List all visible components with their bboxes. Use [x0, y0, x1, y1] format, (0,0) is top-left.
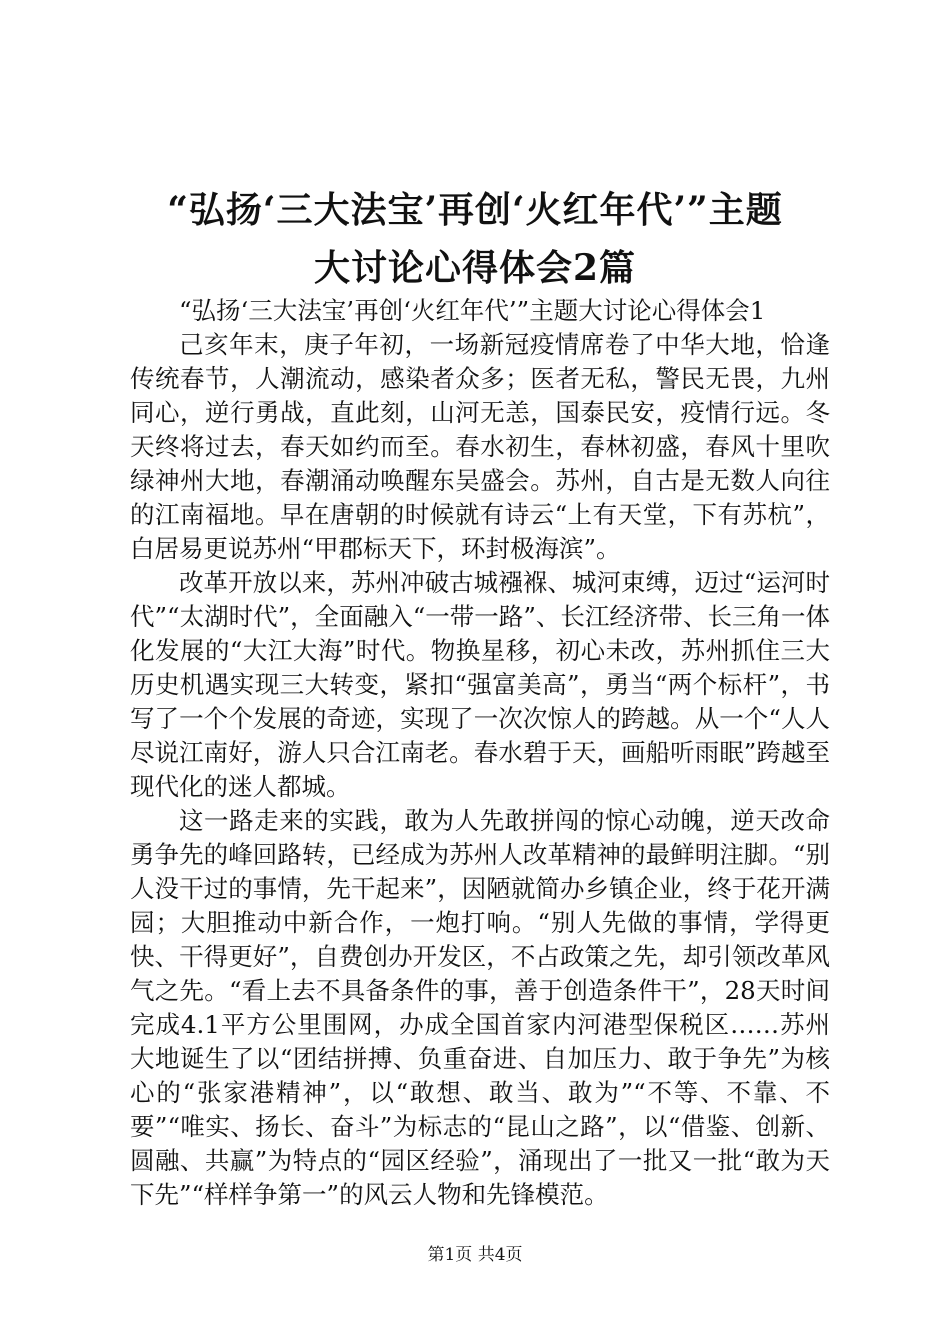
document-title-line-1: “弘扬‘三大法宝’再创‘火红年代’”主题 [167, 189, 783, 231]
paragraph: 改革开放以来，苏州冲破古城襁褓、城河束缚，迈过“运河时代”“太湖时代”，全面融入“一带一路”、长江经济带、长三角一体化发展的“大江大海”时代。物换星移，初心未改，苏州抓住三大历史机遇实现三大转变，紧扣“强富美高”，勇当“两个标杆”，书写了一个个发展的奇迹，实现了一次次惊人的跨越。从一个“人人尽说江南好，游人只合江南老。春水碧于天，画船听雨眠”跨越至现代化的迷人都城。 [130, 568, 830, 801]
page-number-footer: 第1页 共4页 [427, 1245, 523, 1265]
paragraph-subtitle: “弘扬‘三大法宝’再创‘火红年代’”主题大讨论心得体会1 [179, 296, 766, 325]
document-title-line-2: 大讨论心得体会2篇 [313, 247, 637, 289]
paragraph: 己亥年末，庚子年初，一场新冠疫情席卷了中华大地，恰逢传统春节，人潮流动，感染者众多；医者无私，警民无畏，九州同心，逆行勇战，直此刻，山河无恙，国泰民安，疫情行远。冬天终将过去，春天如约而至。春水初生，春林初盛，春风十里吹绿神州大地，春潮涌动唤醒东吴盛会。苏州，自古是无数人向往的江南福地。早在唐朝的时候就有诗云“上有天堂，下有苏杭”，白居易更说苏州“甲郡标天下，环封极海滨”。 [130, 330, 830, 563]
paragraph: 这一路走来的实践，敢为人先敢拼闯的惊心动魄，逆天改命勇争先的峰回路转，已经成为苏州人改革精神的最鲜明注脚。“别人没干过的事情，先干起来”，因陋就简办乡镇企业，终于花开满园；大胆推动中新合作，一炮打响。“别人先做的事情，学得更快、干得更好”，自费创办开发区，不占政策之先，却引领改革风气之先。“看上去不具备条件的事，善于创造条件干”，28天时间完成4.1平方公里围网，办成全国首家内河港型保税区……苏州大地诞生了以“团结拼搏、负重奋进、自加压力、敢于争先”为核心的“张家港精神”，以“敢想、敢当、敢为”“不等、不靠、不要”“唯实、扬长、奋斗”为标志的“昆山之路”，以“借鉴、创新、圆融、共赢”为特点的“园区经验”，涌现出了一批又一批“敢为天下先”“样样争第一”的风云人物和先锋模范。 [130, 806, 830, 1209]
document-body [130, 294, 830, 1212]
